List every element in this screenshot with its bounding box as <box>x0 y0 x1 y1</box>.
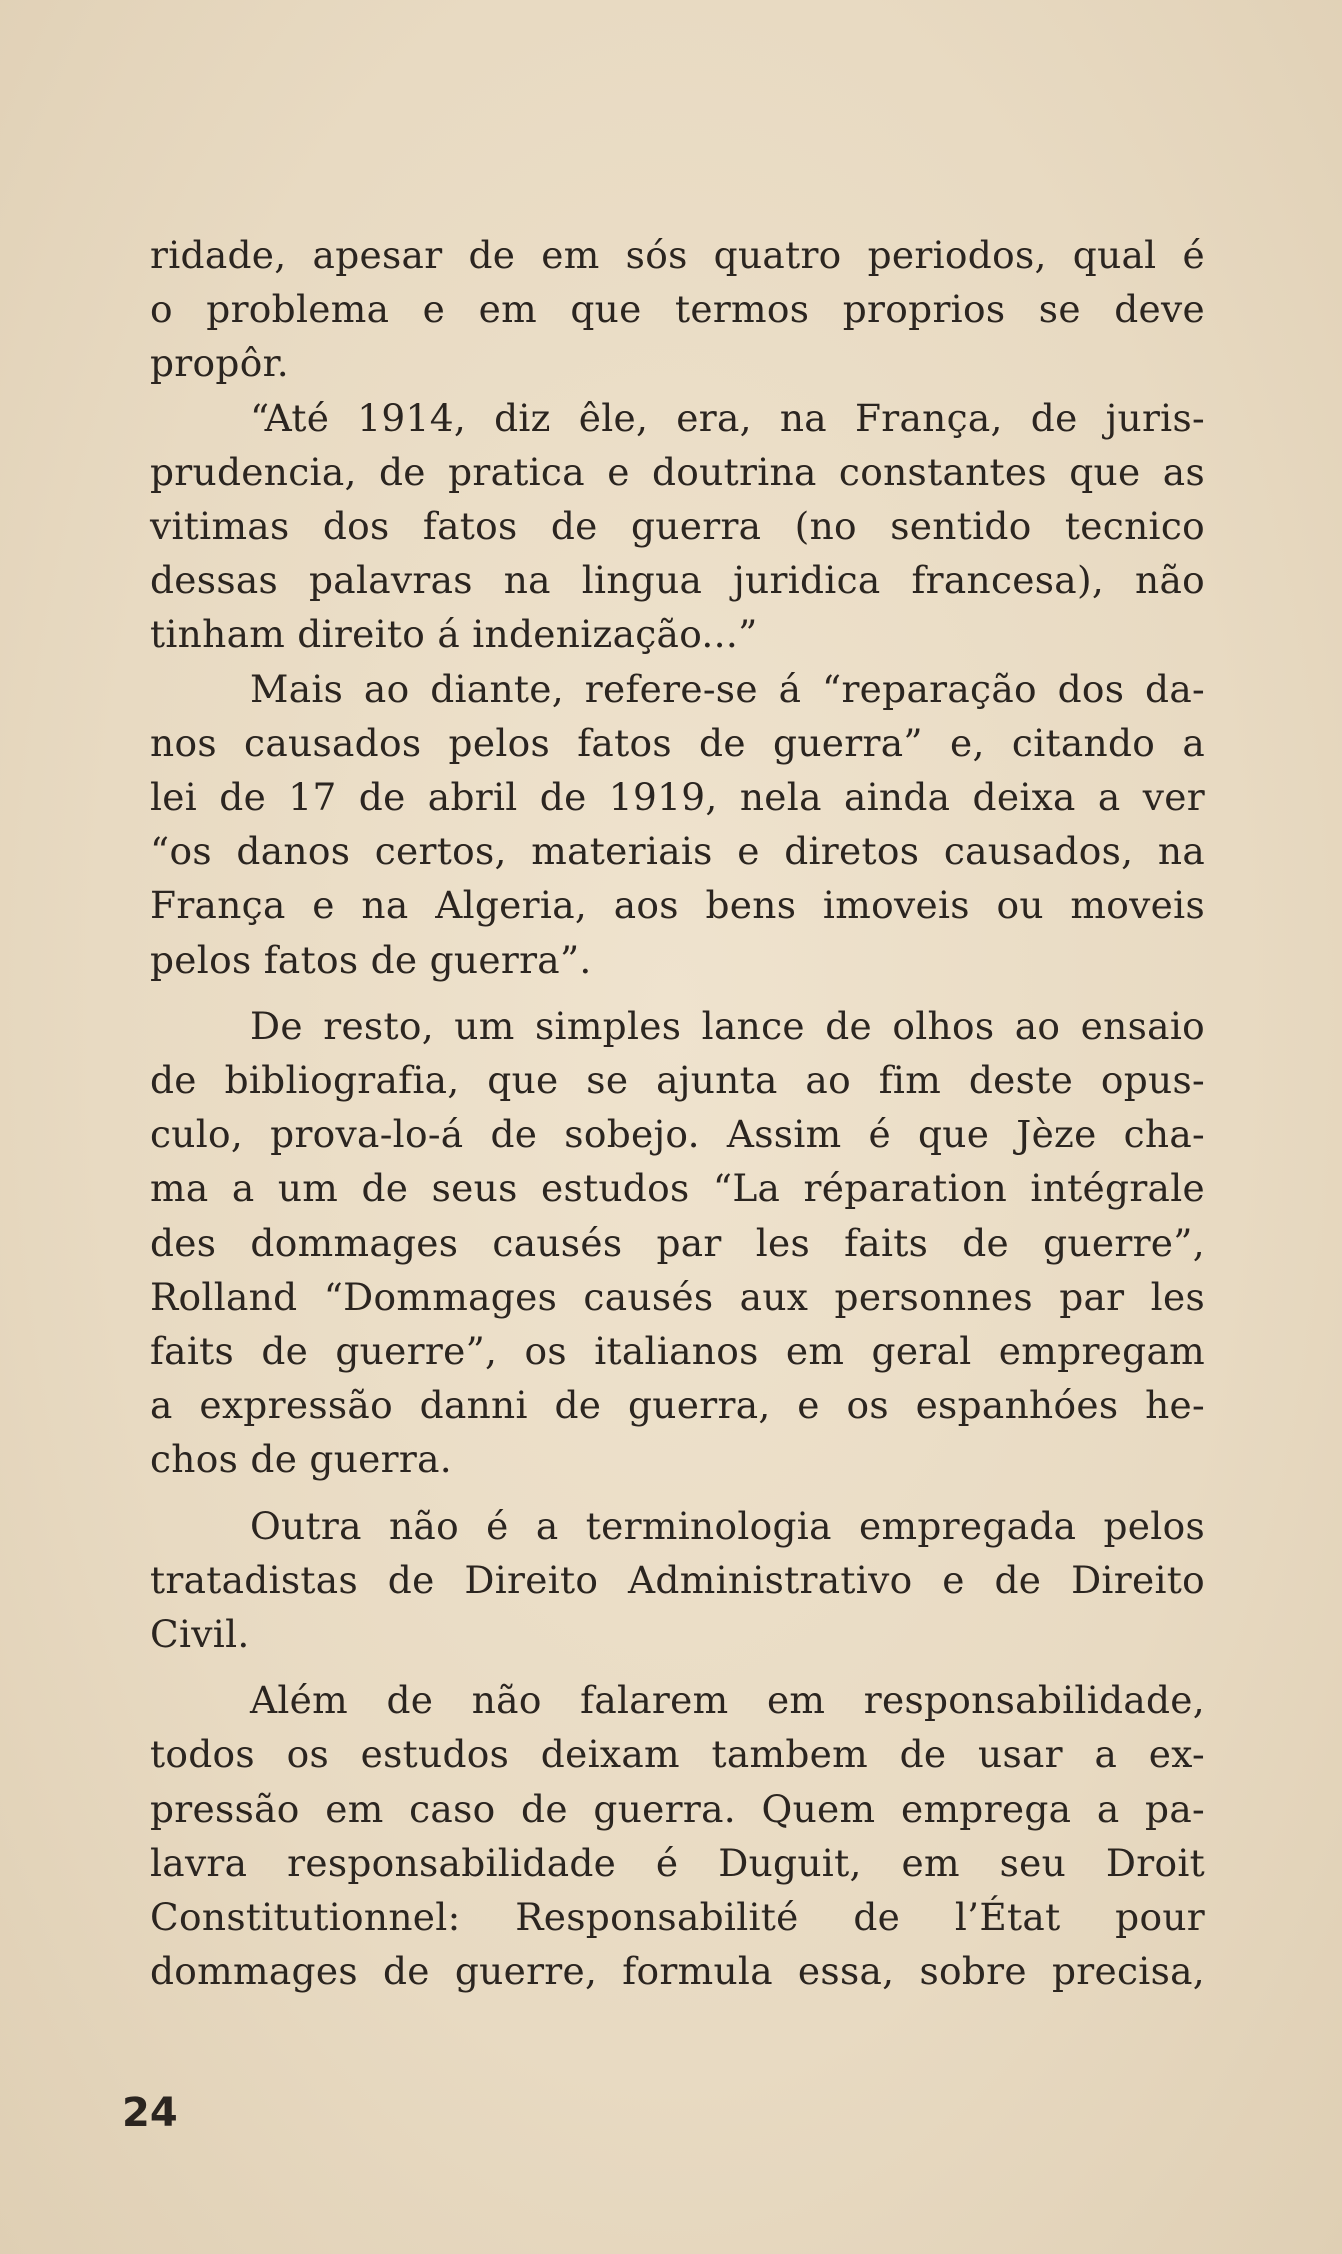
page-body-text <box>150 228 1205 1999</box>
text-line: a expressão danni de guerra, e os espanhóes he- <box>150 1383 1205 1428</box>
text-line: chos de guerra. <box>150 1437 452 1482</box>
text-line: faits de guerre”, os italianos em geral empregam <box>150 1329 1205 1374</box>
text-line: de bibliografia, que se ajunta ao fim deste opus- <box>150 1058 1205 1103</box>
text-line: prudencia, de pratica e doutrina constantes que as <box>150 449 1205 494</box>
text-line: propôr. <box>150 341 289 386</box>
paragraph-6 <box>150 1673 1205 1998</box>
text-line: França e na Algeria, aos bens imoveis ou moveis <box>150 883 1205 928</box>
text-line: Outra não é a terminologia empregada pelos <box>250 1503 1205 1548</box>
text-line: nos causados pelos fatos de guerra” e, citando a <box>150 720 1205 765</box>
text-line: o problema e em que termos proprios se deve <box>150 287 1205 332</box>
paragraph-2 <box>150 391 1205 662</box>
text-line: pelos fatos de guerra”. <box>150 937 592 982</box>
text-line: culo, prova-lo-á de sobejo. Assim é que Jèze cha- <box>150 1112 1205 1157</box>
text-line: ma a um de seus estudos “La réparation intégrale <box>150 1166 1205 1211</box>
paragraph-4 <box>150 999 1205 1487</box>
text-line: Constitutionnel: Responsabilité de l’État pour <box>150 1895 1205 1940</box>
text-line: pressão em caso de guerra. Quem emprega a pa- <box>150 1786 1205 1831</box>
text-line: lei de 17 de abril de 1919, nela ainda deixa a ver <box>150 775 1205 820</box>
text-line: tratadistas de Direito Administrativo e de Direito <box>150 1557 1205 1602</box>
text-line: lavra responsabilidade é Duguit, em seu Droit <box>150 1840 1205 1885</box>
text-line: todos os estudos deixam tambem de usar a ex- <box>150 1732 1205 1777</box>
text-line: des dommages causés par les faits de guerre”, <box>150 1220 1205 1265</box>
text-line: tinham direito á indenização...” <box>150 612 758 657</box>
paragraph-1 <box>150 228 1205 391</box>
text-line: dessas palavras na lingua juridica francesa), não <box>150 558 1205 603</box>
text-line: ridade, apesar de em sós quatro periodos, qual é <box>150 233 1205 277</box>
text-line: dommages de guerre, formula essa, sobre precisa, <box>150 1949 1205 1994</box>
text-line: Além de não falarem em responsabilidade, <box>250 1678 1205 1723</box>
text-line: Rolland “Dommages causés aux personnes par les <box>150 1274 1205 1319</box>
text-line: De resto, um simples lance de olhos ao ensaio <box>250 1003 1205 1048</box>
page-number: 24 <box>122 2090 178 2136</box>
paragraph-5 <box>150 1499 1205 1662</box>
paragraph-3 <box>150 662 1205 987</box>
text-line: “os danos certos, materiais e diretos causados, na <box>150 829 1205 874</box>
text-line: vitimas dos fatos de guerra (no sentido tecnico <box>150 504 1205 549</box>
text-line: Civil. <box>150 1612 250 1657</box>
text-line: “Até 1914, diz êle, era, na França, de juris- <box>250 395 1205 440</box>
text-line: Mais ao diante, refere-se á “reparação dos da- <box>250 666 1205 711</box>
